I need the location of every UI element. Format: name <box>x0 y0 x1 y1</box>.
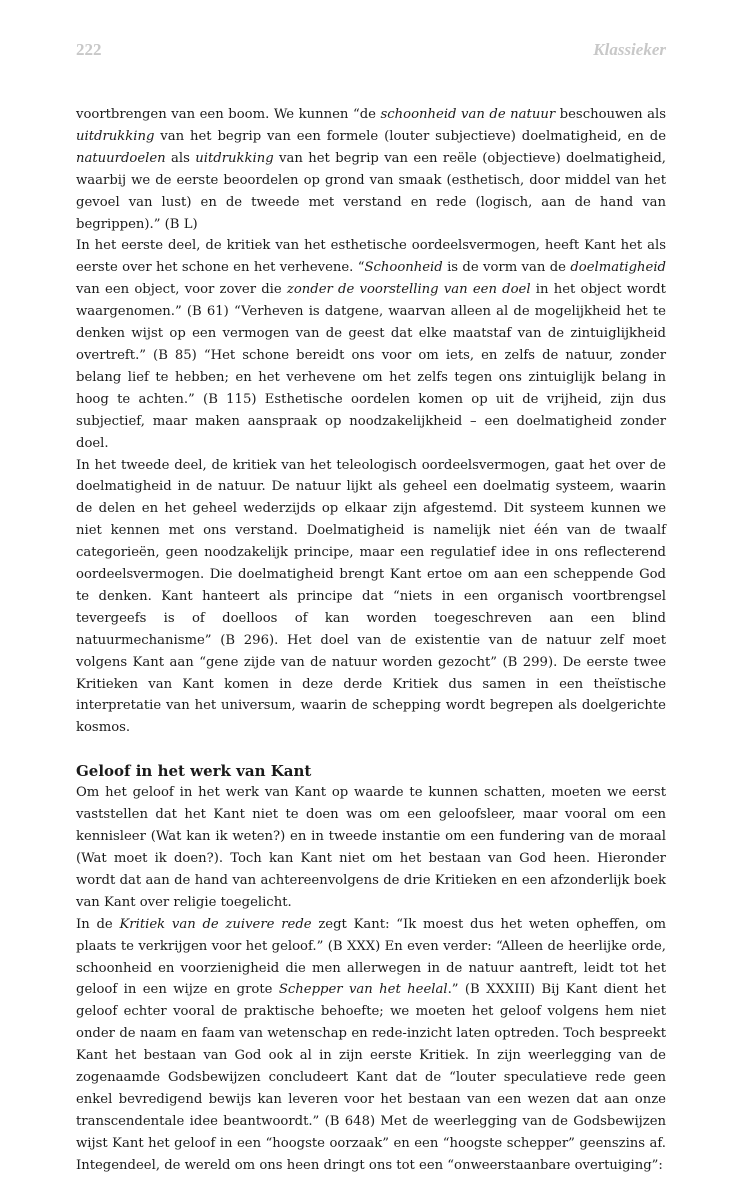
italic-term: Kritiek van de zuivere rede <box>119 916 312 932</box>
page-number: 222 <box>76 40 102 59</box>
text-run: is de vorm van de <box>442 260 571 276</box>
italic-term: schoonheid van de natuur <box>380 107 556 122</box>
text-run: als <box>165 150 196 166</box>
text-run: van het begrip van een formele (louter subjectieve) doelmatigheid, en de <box>154 128 666 144</box>
paragraph-3: In het tweede deel, de kritiek van het teleologisch oordeelsvermogen, gaat het over de doelmatigheid in de natuur. De natuur lijkt als geheel een doelmatig systeem, waarin de delen en het geheel wederzijds op elkaar zijn afgestemd. Dit systeem kunnen we niet kennen met ons verstand. Doelmatigheid is namelijk niet één van de twaalf categorieën, geen noodzakelijk principe, maar een regulatief idee in ons reflecterend oordeelsvermogen. Die doelmatigheid brengt Kant ertoe om aan een scheppende God te denken. Kant hanteert als principe dat “niets in een organisch voortbrengsel tevergeefs is of doelloos of kan worden toegeschreven aan een blind natuurmechanisme” (B 296). Het doel van de existentie van de natuur zelf moet volgens Kant aan “gene zijde van de natuur worden gezocht” (B 299). De eerste twee Kritieken van Kant komen in deze derde Kritiek dus samen in een theïstische interpretatie van het universum, waarin de schepping wordt begrepen als doelgerichte kosmos. <box>76 457 666 736</box>
paragraph-4: Om het geloof in het werk van Kant op waarde te kunnen schatten, moeten we eerst vaststellen dat het Kant niet te doen was om een geloofsleer, maar vooral om een kennisleer (Wat kan ik weten?) en in tweede instantie om een fundering van de moraal (Wat moet ik doen?). Toch kan Kant niet om het bestaan van God heen. Hieronder wordt dat aan de hand van achtereenvolgens de drie Kritieken en een afzonderlijk boek van Kant over religie toegelicht. <box>76 785 666 910</box>
italic-term: Schepper van het heelal <box>278 982 448 998</box>
text-run: .” (B XXXIII) Bij Kant dient het geloof echter vooral de praktische behoefte; we moeten het geloof volgens hem niet onder de naam en faam van wetenschap en rede-inzicht laten optreden. Toch bespreekt Kant het bestaan van God ook al in zijn eerste Kritiek. In zijn weerlegging van de zogenaamde Godsbewijzen concludeert Kant dat de “louter speculatieve rede geen enkel bevredigend bewijs kan leveren voor het bestaan van een wezen dat aan onze transcendentale idee beantwoordt.” (B 648) Met de weerlegging van de Godsbewijzen wijst Kant het geloof in een “hoogste oorzaak” en een “hoogste schepper” geenszins af. Integendeel, de wereld om ons heen dringt ons tot een “onweerstaanbare overtuiging”: <box>76 982 667 1173</box>
text-run: In de <box>76 916 120 932</box>
italic-term: Schoonheid <box>364 260 443 276</box>
italic-term: uitdrukking <box>76 128 155 144</box>
text-run: voortbrengen van een boom. We kunnen “de <box>76 107 381 122</box>
section-heading: Geloof in het werk van Kant <box>76 762 312 781</box>
text-run: beschouwen als <box>555 107 666 122</box>
italic-term: natuurdoelen <box>76 150 166 166</box>
text-run: zegt Kant: “Ik moest dus het weten opheffen, om plaats te verkrijgen voor het geloof.” (B XXX) En even verder: “Alleen de heerlijke orde, schoonheid en voorzienigheid die men allerwegen in de natuur aantreft, leidt tot het geloof in een wijze en grote <box>76 916 666 998</box>
page-header <box>76 40 666 64</box>
text-run: in het object wordt waargenomen.” (B 61) “Verheven is datgene, waarvan alleen al de mogelijkheid het te denken wijst op een vermogen van de geest dat elke maatstaf van de zintuiglijkheid overtreft.” (B 85) “Het schone bereidt ons voor om iets, en zelfs de natuur, zonder belang lief te hebben; en het verhevene om het zelfs tegen ons zintuiglijk belang in hoog te achten.” (B 115) Esthetische oordelen komen op uit de vrijheid, zijn dus subjectief, maar maken aanspraak op noodzakelijkheid – een doelmatigheid zonder doel. <box>76 282 666 451</box>
running-head: Klassieker <box>593 40 666 59</box>
italic-term: uitdrukking <box>195 150 274 166</box>
text-run: van een object, voor zover die <box>76 282 287 298</box>
paragraph-5 <box>76 914 666 1177</box>
text-run: van het begrip van een reële (objectieve) doelmatigheid, waarbij we de eerste beoordelen op grond van smaak (esthetisch, door middel van het gevoel van lust) en de tweede met verstand en rede (logisch, aan de hand van begrippen).” (B L) <box>76 150 666 232</box>
italic-term: doelmatigheid <box>570 260 666 276</box>
paragraph-1 <box>76 104 666 235</box>
paragraph-2 <box>76 235 666 454</box>
body-text <box>76 104 666 1177</box>
italic-term: zonder de voorstelling van een doel <box>286 282 531 298</box>
text-run: In het eerste deel, de kritiek van het esthetische oordeelsvermogen, heeft Kant het als eerste over het schone en het verhevene. “ <box>76 238 666 276</box>
